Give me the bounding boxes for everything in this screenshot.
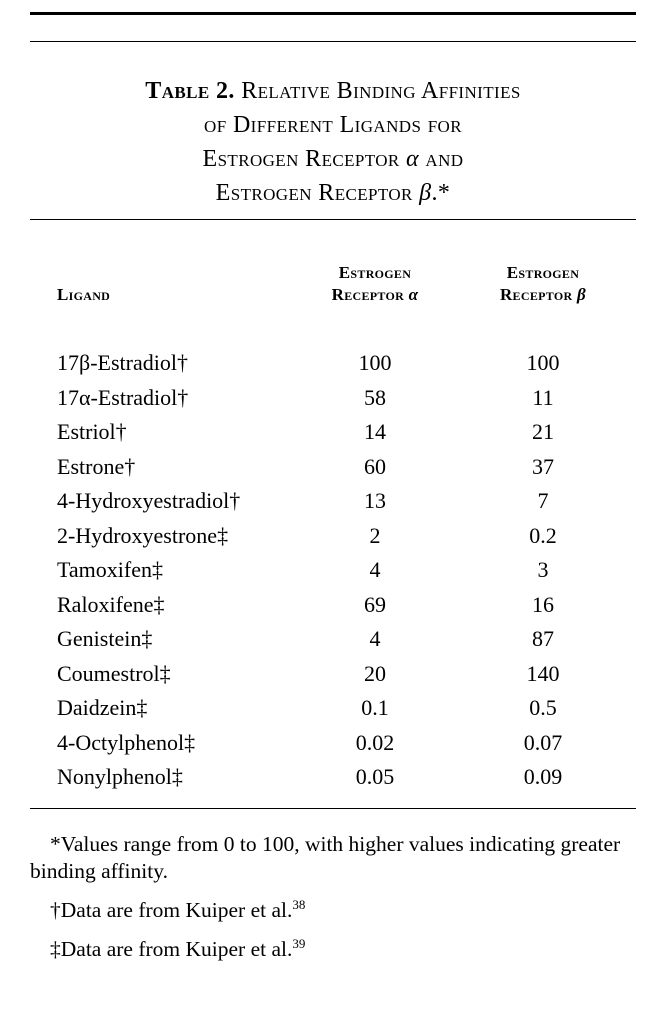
title-line-4 — [30, 176, 636, 210]
er-alpha-value: 13 — [364, 488, 386, 513]
footnote-dagger-reference: 38 — [292, 896, 306, 912]
ligand-cell: 2-Hydroxyestrone‡ — [57, 522, 229, 548]
footnote-double-dagger-reference: 39 — [292, 935, 306, 951]
ligand-cell: Raloxifene‡ — [57, 591, 165, 617]
er-beta-header-line-1: Estrogen — [506, 263, 580, 282]
er-alpha-value: 20 — [364, 660, 386, 686]
footnote-double-dagger — [30, 936, 636, 963]
er-alpha-value: 60 — [364, 453, 386, 479]
er-beta-value: 7 — [537, 488, 549, 513]
footnote-dagger-text: †Data are from Kuiper et al. — [50, 897, 293, 922]
table-row — [30, 381, 636, 416]
top-light-rule — [30, 41, 636, 42]
er-beta-receptor-text: Receptor — [499, 285, 577, 304]
table-row — [30, 726, 636, 761]
top-heavy-rule — [30, 12, 636, 15]
table-title — [30, 74, 636, 210]
table-row — [30, 691, 636, 726]
table-row — [30, 484, 636, 519]
table-row — [30, 415, 636, 450]
column-headers — [30, 262, 636, 306]
alpha-symbol: α — [408, 285, 419, 304]
bottom-rule — [30, 808, 636, 809]
er-alpha-header-line-1: Estrogen — [338, 263, 412, 282]
er-alpha-value: 69 — [364, 591, 386, 617]
column-header-er-alpha — [300, 262, 450, 306]
ligand-cell: 4-Hydroxyestradiol† — [57, 488, 241, 513]
er-alpha-value: 2 — [369, 522, 381, 548]
er-alpha-value: 0.02 — [355, 729, 395, 755]
ligand-cell: 17α-Estradiol† — [57, 384, 189, 410]
er-alpha-header-line-2 — [300, 284, 450, 306]
footnote-double-dagger-text: ‡Data are from Kuiper et al. — [50, 936, 293, 961]
footnote-asterisk: *Values range from 0 to 100, with higher values indicating greater binding affinity. — [30, 831, 621, 883]
title-line-4-post: .* — [431, 180, 451, 206]
er-alpha-value: 58 — [364, 384, 386, 410]
er-beta-header-line-2 — [450, 284, 636, 306]
title-line-3-pre: Estrogen Receptor — [202, 146, 407, 172]
column-header-ligand: Ligand — [57, 285, 111, 304]
ligand-cell: 17β-Estradiol† — [57, 350, 188, 375]
title-line-1 — [30, 74, 636, 108]
table-row — [30, 760, 636, 795]
title-separator-rule — [30, 219, 636, 220]
title-line-1-text: Relative Binding Affinities — [241, 78, 521, 104]
ligand-cell: Genistein‡ — [57, 626, 153, 651]
er-beta-value: 87 — [532, 626, 554, 651]
er-beta-value: 21 — [532, 419, 554, 444]
title-line-2: of Different Ligands for — [204, 112, 462, 138]
er-beta-value: 37 — [532, 453, 554, 479]
footnote-dagger — [30, 897, 636, 924]
table-row — [30, 553, 636, 588]
ligand-cell: Estriol† — [57, 419, 127, 444]
table-row — [30, 657, 636, 692]
er-beta-value: 0.2 — [529, 522, 557, 548]
table-row — [30, 346, 636, 381]
er-beta-value: 0.07 — [523, 729, 563, 755]
er-beta-value: 11 — [532, 384, 554, 410]
alpha-symbol: α — [406, 146, 420, 172]
er-beta-value: 140 — [526, 660, 560, 686]
er-beta-value: 16 — [532, 591, 554, 617]
title-line-3-post: and — [419, 146, 464, 172]
ligand-cell: Daidzein‡ — [57, 695, 148, 720]
paper-table-page — [0, 12, 666, 963]
title-line-4-pre: Estrogen Receptor — [215, 180, 420, 206]
er-beta-value: 3 — [537, 557, 549, 582]
table-row — [30, 622, 636, 657]
table-body — [30, 346, 636, 795]
title-line-3 — [30, 142, 636, 176]
footnotes — [30, 831, 636, 963]
table-row — [30, 519, 636, 554]
ligand-cell: Estrone† — [57, 453, 136, 479]
table-row — [30, 450, 636, 485]
er-alpha-receptor-text: Receptor — [331, 285, 409, 304]
er-alpha-value: 100 — [358, 350, 392, 375]
er-beta-value: 100 — [526, 350, 560, 375]
ligand-cell: 4-Octylphenol‡ — [57, 729, 196, 755]
er-alpha-value: 0.05 — [355, 764, 395, 789]
beta-symbol: β — [419, 180, 432, 206]
table-number-label: Table 2. — [145, 78, 235, 104]
ligand-cell: Tamoxifen‡ — [57, 557, 163, 582]
er-beta-value: 0.09 — [523, 764, 563, 789]
table-row — [30, 588, 636, 623]
ligand-cell: Nonylphenol‡ — [57, 764, 183, 789]
er-alpha-value: 4 — [369, 557, 381, 582]
er-alpha-value: 4 — [369, 626, 381, 651]
column-header-er-beta — [450, 262, 636, 306]
ligand-cell: Coumestrol‡ — [57, 660, 171, 686]
er-alpha-value: 0.1 — [361, 695, 389, 720]
er-alpha-value: 14 — [364, 419, 386, 444]
er-beta-value: 0.5 — [529, 695, 557, 720]
beta-symbol: β — [577, 285, 587, 304]
